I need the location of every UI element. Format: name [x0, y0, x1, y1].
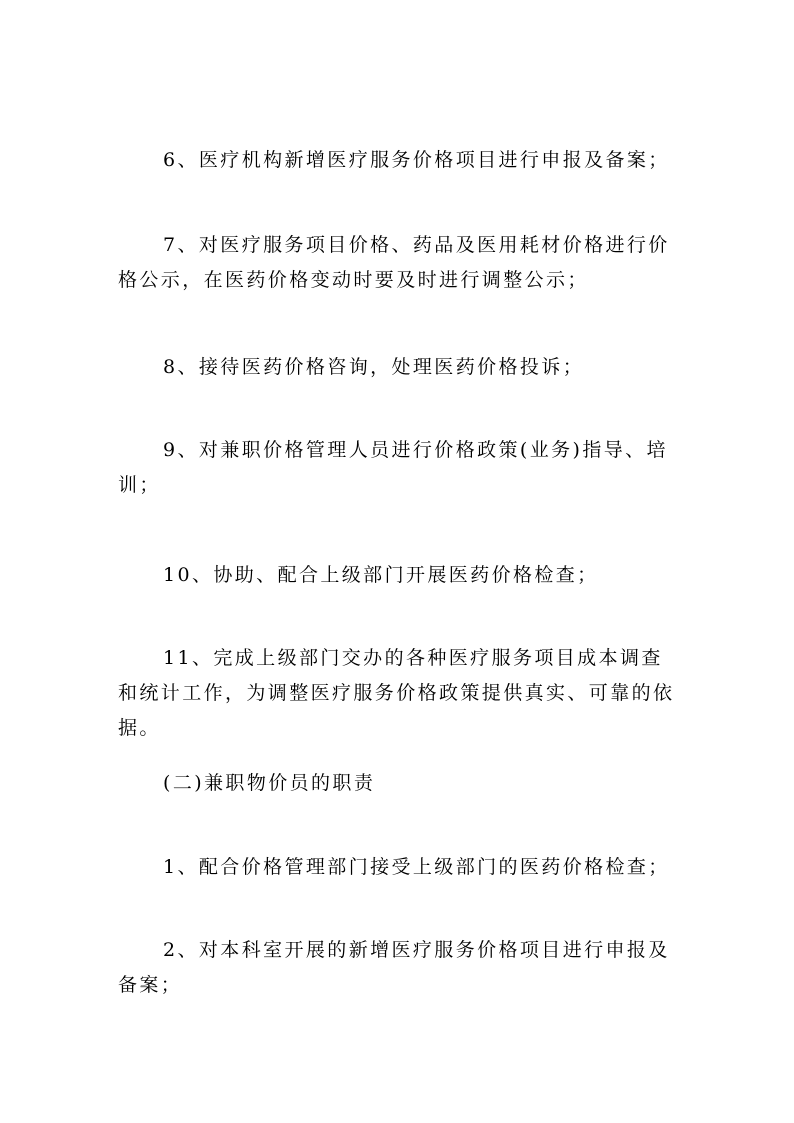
paragraph-item-9: 9、对兼职价格管理人员进行价格政策(业务)指导、培训； [118, 439, 668, 496]
paragraph-item-7: 7、对医疗服务项目价格、药品及医用耗材价格进行价格公示，在医药价格变动时要及时进行调整公示； [118, 234, 670, 291]
paragraph-item-11: 11、完成上级部门交办的各种医疗服务项目成本调查和统计工作，为调整医疗服务价格政策提供真实、可靠的依据。 [118, 647, 675, 739]
paragraph-item-6: 6、医疗机构新增医疗服务价格项目进行申报及备案； [163, 149, 670, 171]
paragraph-item-8: 8、接待医药价格咨询，处理医药价格投诉； [163, 356, 585, 378]
paragraph-item-2: 2、对本科室开展的新增医疗服务价格项目进行申报及备案； [118, 939, 670, 996]
paragraph-item-10: 10、协助、配合上级部门开展医药价格检查； [163, 564, 599, 586]
paragraph-item-1: 1、配合价格管理部门接受上级部门的医药价格检查； [163, 856, 670, 878]
section-heading-part-time-price-officer: (二)兼职物价员的职责 [163, 772, 376, 794]
